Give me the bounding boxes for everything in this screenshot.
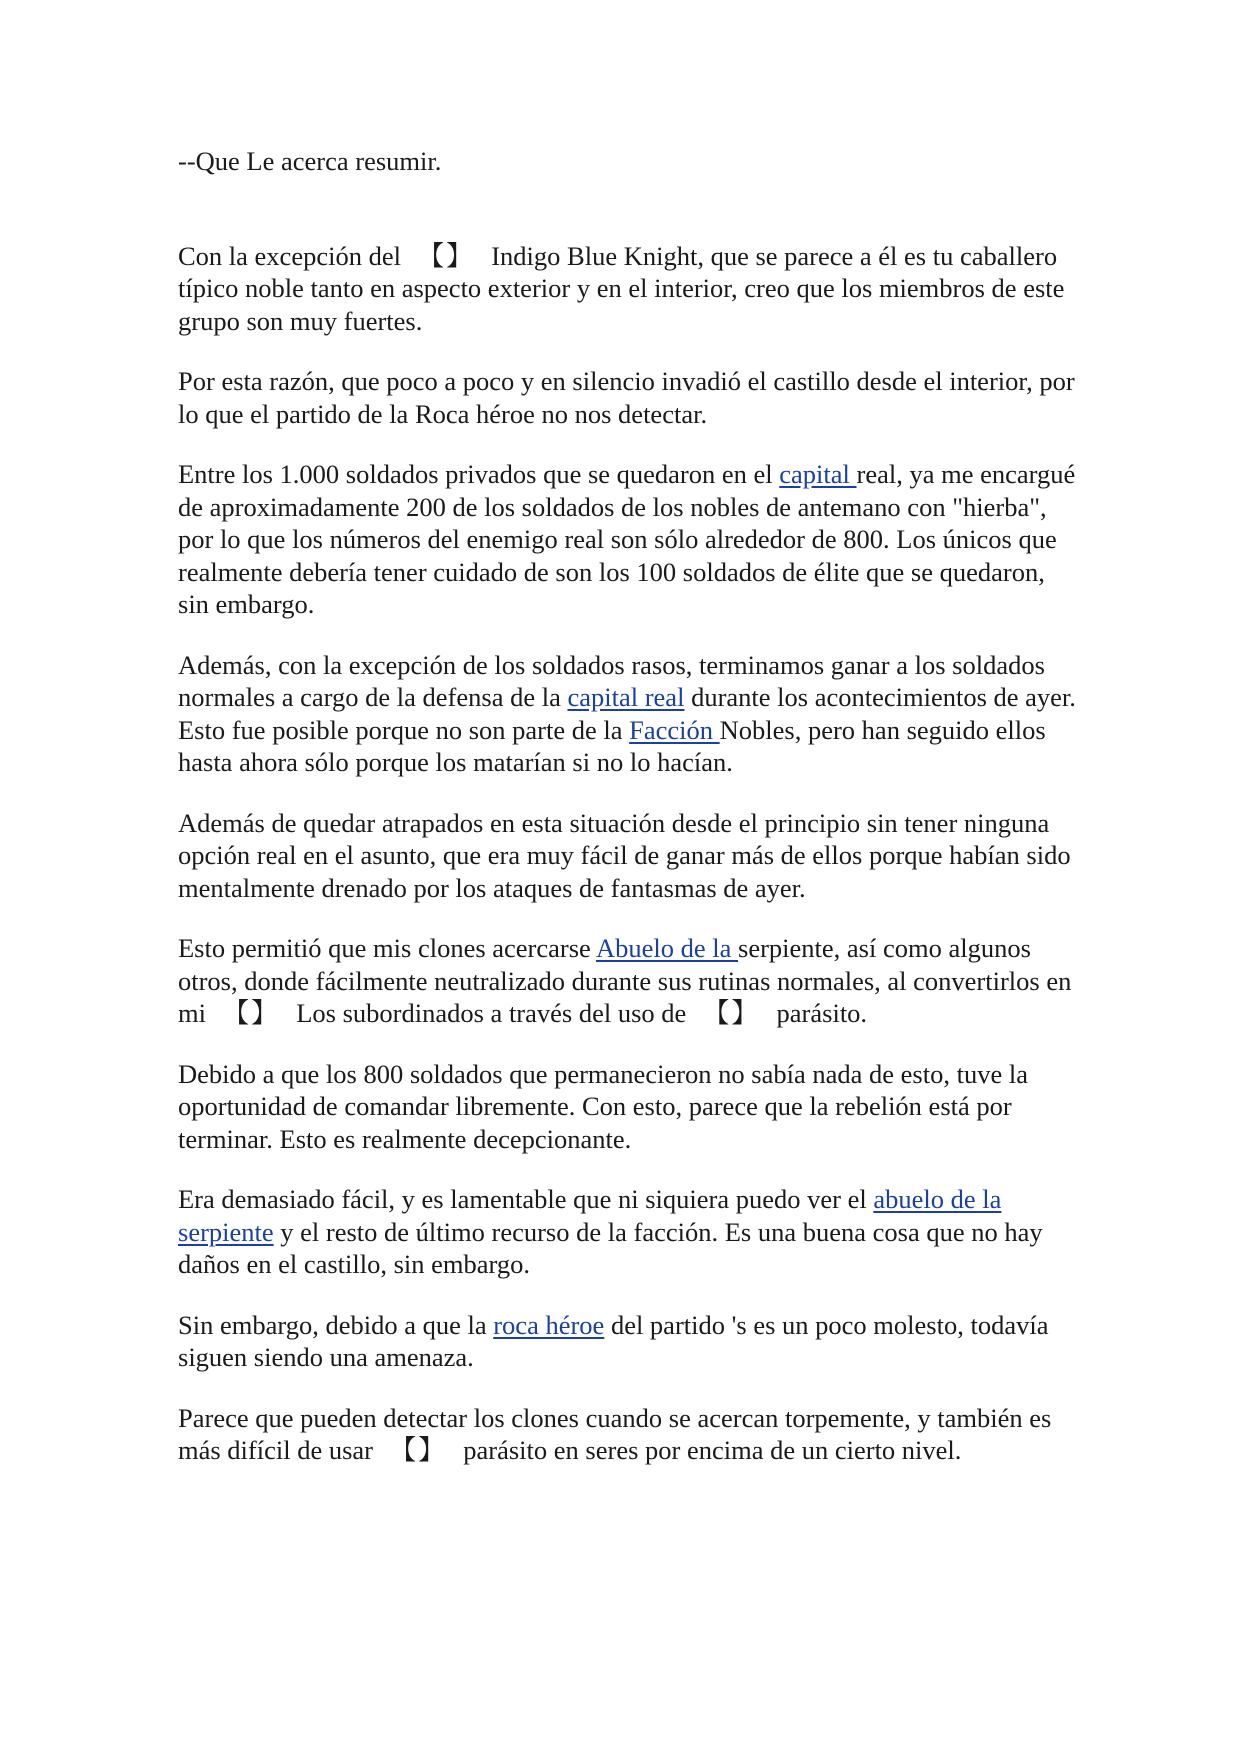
empty-bracket: 【】 (389, 1435, 447, 1465)
empty-bracket: 【】 (222, 998, 280, 1028)
text-run: Además de quedar atrapados en esta situación desde el principio sin tener ninguna opción real en el asunto, que era muy fácil de ganar más de ellos porque habían sido mentalmente drenado por los ataques de fantasmas de ayer. (178, 807, 1071, 903)
text-run: Indigo Blue Knight, que se parece a él es tu caballero típico noble tanto en aspecto exterior y en el interior, creo que los miembros de este grupo son muy fuertes. (178, 240, 1065, 336)
paragraph (178, 1402, 1078, 1467)
text-run: Los subordinados a través del uso de (289, 998, 693, 1028)
text-run: Debido a que los 800 soldados que permanecieron no sabía nada de esto, tuve la oportunidad de comandar libremente. Con esto, parece que la rebelión está por terminar. Esto es realmente decepcionante. (178, 1058, 1028, 1154)
text-run: real, ya me encargué de aproximadamente 200 de los soldados de los nobles de antemano con "hierba", por lo que los números del enemigo real son sólo alrededor de 800. Los únicos que realmente debería tener cuidado de son los 100 soldados de élite que se quedaron, sin embargo. (178, 459, 1076, 619)
paragraph (178, 932, 1078, 1030)
text-run: parásito en seres por encima de un cierto nivel. (456, 1435, 962, 1465)
text-run: y el resto de último recurso de la facción. Es una buena cosa que no hay daños en el castillo, sin embargo. (178, 1216, 1043, 1279)
text-run: Entre los 1.000 soldados privados que se quedaron en el (178, 459, 780, 489)
text-run: Era demasiado fácil, y es lamentable que ni siquiera puedo ver el (178, 1184, 874, 1214)
inline-link[interactable]: roca héroe (493, 1309, 605, 1340)
text-run: serpiente, así como algunos otros, donde fácilmente neutralizado durante sus rutinas normales, al convertirlos en mi (178, 933, 1072, 1028)
text-run: Parece que pueden detectar los clones cuando se acercan torpemente, y también es más difícil de usar (178, 1402, 1052, 1465)
text-run: Nobles, pero han seguido ellos hasta ahora sólo porque los matarían si no lo hacían. (178, 714, 1046, 777)
paragraph (178, 365, 1078, 430)
paragraph (178, 458, 1078, 621)
text-run: parásito. (769, 998, 868, 1028)
paragraph (178, 1309, 1078, 1374)
paragraph (178, 1183, 1078, 1281)
inline-link[interactable]: Facción (629, 714, 720, 745)
text-run: --Que Le acerca resumir. (178, 146, 442, 176)
paragraph (178, 1058, 1078, 1156)
paragraph (178, 807, 1078, 905)
inline-link[interactable]: abuelo de la serpiente (178, 1184, 1002, 1247)
text-run: Con la excepción del (178, 240, 408, 271)
text-run: Por esta razón, que poco a poco y en silencio invadió el castillo desde el interior, por lo que el partido de la Roca héroe no nos detectar. (178, 366, 1075, 429)
text-run: Además, con la excepción de los soldados rasos, terminamos ganar a los soldados normales a cargo de la defensa de la (178, 649, 1045, 712)
empty-bracket: 【】 (417, 240, 475, 271)
paragraph (178, 240, 1078, 338)
paragraph (178, 649, 1078, 779)
text-run: Sin embargo, debido a que la (178, 1309, 494, 1340)
chapter-heading (178, 145, 1078, 178)
text-run: Esto permitió que mis clones acercarse (178, 933, 596, 963)
inline-link[interactable]: capital real (567, 682, 685, 712)
inline-link[interactable]: capital (779, 459, 857, 489)
text-run: del partido 's es un poco molesto, todavía siguen siendo una amenaza. (178, 1309, 1049, 1372)
text-run: durante los acontecimientos de ayer. Esto fue posible porque no son parte de la (178, 682, 1076, 745)
inline-link[interactable]: Abuelo de la (595, 933, 739, 963)
document-page (178, 145, 1078, 1495)
empty-bracket: 【】 (702, 998, 760, 1028)
